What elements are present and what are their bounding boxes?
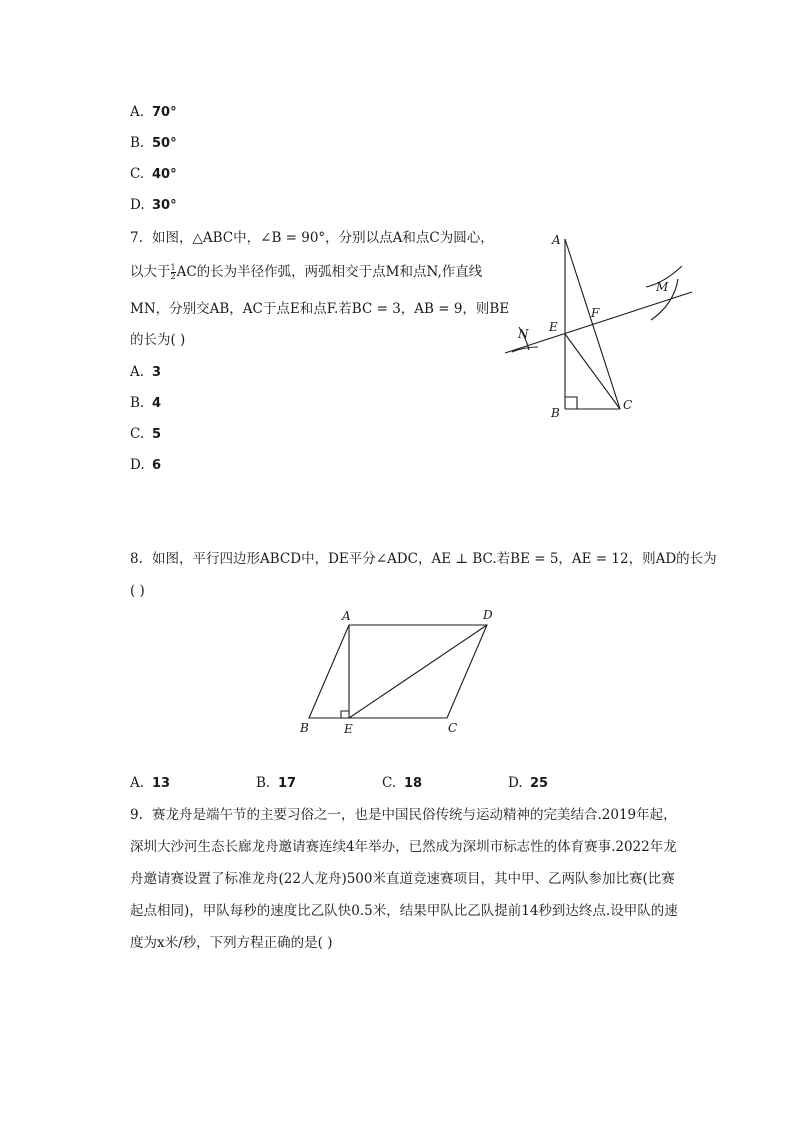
fraction-half: $\frac{1}{2}$: [170, 263, 176, 281]
q7-number: 7.: [130, 230, 143, 246]
q9-line-5: 度为x米/秒，下列方程正确的是( ): [130, 935, 333, 951]
q9-line-1: 9. 赛龙舟是端午节的主要习俗之一，也是中国民俗传统与运动精神的完美结合.2019年起，: [130, 807, 677, 823]
q7-label-c: C: [623, 398, 633, 412]
q7-line-4: 的长为( ): [130, 332, 186, 348]
q8-number: 8.: [130, 551, 143, 567]
q6-option-d[interactable]: D. 30°: [130, 197, 177, 213]
q6-option-b[interactable]: B. 50°: [130, 135, 177, 151]
q7-label-b: B: [551, 406, 560, 420]
q8-segment-de: [349, 625, 487, 718]
q6-option-c[interactable]: C. 40°: [130, 166, 177, 182]
q9-number: 9.: [130, 807, 143, 823]
q7-label-a: A: [552, 233, 561, 247]
q8-label-e: E: [344, 722, 353, 736]
q8-label-c: C: [448, 721, 458, 735]
q8-line-1: 8. 如图，平行四边形ABCD中，DE平分∠ADC，AE ⊥ BC.若BE = 5，AE = 12，则AD的长为: [130, 551, 717, 567]
q8-option-b[interactable]: B. 17: [256, 775, 297, 791]
q8-parallelogram-abcd: [309, 625, 487, 718]
q7-option-b[interactable]: B. 4: [130, 395, 162, 411]
q7-label-e: E: [549, 320, 558, 334]
q9-line-2: 深圳大沙河生态长廊龙舟邀请赛连续4年举办，已然成为深圳市标志性的体育赛事.2022年龙: [130, 839, 677, 855]
q7-label-f: F: [591, 306, 600, 320]
q7-line-3: MN，分别交AB，AC于点E和点F.若BC = 3，AB = 9，则BE: [130, 301, 510, 317]
q9-line-4: 起点相同)，甲队每秒的速度比乙队快0.5米，结果甲队比乙队提前14秒到达终点.设甲队的速: [130, 903, 678, 919]
q8-option-d[interactable]: D. 25: [508, 775, 549, 791]
q6-option-a[interactable]: A. 70°: [130, 104, 177, 120]
q7-option-c[interactable]: C. 5: [130, 426, 162, 442]
q7-line-2: 以大于 $\frac{1}{2}$ AC的长为半径作弧，两弧相交于点M和点N,作直线: [130, 263, 483, 281]
q8-right-angle-mark: [341, 711, 349, 718]
q8-option-a[interactable]: A. 13: [130, 775, 171, 791]
q7-option-a[interactable]: A. 3: [130, 364, 162, 380]
q9-line-3: 舟邀请赛设置了标准龙舟(22人龙舟)500米直道竞速赛项目，其中甲、乙两队参加比赛(比赛: [130, 871, 675, 887]
q7-line-1: 7. 如图，△ABC中，∠B = 90°，分别以点A和点C为圆心，: [130, 230, 494, 246]
q8-label-a: A: [342, 609, 351, 623]
q7-option-d[interactable]: D. 6: [130, 457, 162, 473]
q8-label-b: B: [300, 721, 309, 735]
q7-label-n: N: [518, 327, 529, 341]
q8-label-d: D: [483, 608, 493, 622]
q8-option-c[interactable]: C. 18: [382, 775, 423, 791]
q8-line-2: ( ): [130, 583, 145, 599]
q7-label-m: M: [656, 280, 669, 294]
